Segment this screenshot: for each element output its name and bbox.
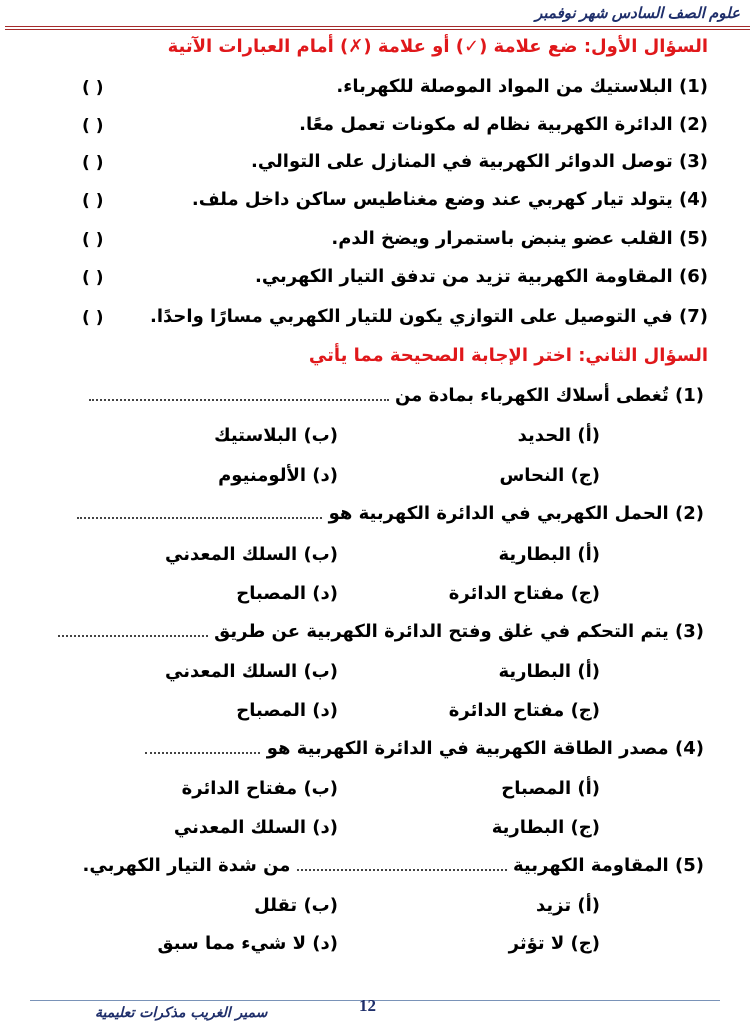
q2-num-1: (1) (675, 385, 704, 406)
q2-text-2: الحمل الكهربي في الدائرة الكهربية هو (328, 503, 669, 524)
page-header-title: علوم الصف السادس شهر نوفمبر (535, 5, 740, 22)
q1-answer-box-3[interactable]: ( ) (82, 153, 104, 173)
q1-statement-5 (42, 228, 708, 264)
q1-title (168, 36, 708, 57)
q2-4-option-b[interactable]: (ب) مفتاح الدائرة (181, 778, 338, 799)
q2-text-5-after: من شدة التيار الكهربي. (82, 855, 291, 876)
q1-statement-7 (42, 306, 708, 342)
q2-num-2: (2) (675, 503, 704, 524)
q2-1-option-b[interactable]: (ب) البلاستيك (214, 425, 338, 446)
q1-statement-6 (42, 266, 708, 302)
q2-blank-1[interactable] (89, 385, 389, 401)
q1-answer-box-7[interactable]: ( ) (82, 308, 104, 328)
q1-num-3: (3) (679, 151, 708, 172)
q2-question-1 (89, 385, 704, 406)
q2-2-option-d[interactable]: (د) المصباح (236, 583, 338, 604)
q2-1-option-c[interactable]: (ج) النحاس (499, 465, 600, 486)
q2-1-option-a[interactable]: (أ) الحديد (517, 425, 600, 446)
q2-num-3: (3) (675, 621, 704, 642)
q2-5-option-d[interactable]: (د) لا شيء مما سبق (157, 933, 338, 954)
q2-blank-4[interactable] (145, 738, 260, 754)
q1-statement-4 (42, 189, 708, 225)
q1-text-3: توصل الدوائر الكهربية في المنازل على التوالي. (251, 151, 673, 172)
q2-5-option-b[interactable]: (ب) تقلل (254, 895, 338, 916)
q1-num-1: (1) (679, 76, 708, 97)
q2-question-3 (58, 621, 704, 642)
q2-text-5: المقاومة الكهربية (512, 855, 669, 876)
q2-5-option-c[interactable]: (ج) لا تؤثر (508, 933, 600, 954)
q1-text-7: في التوصيل على التوازي يكون للتيار الكهربي مسارًا واحدًا. (150, 306, 673, 327)
q1-title-label: السؤال الأول: (583, 36, 708, 57)
q2-num-5: (5) (675, 855, 704, 876)
page-number: 12 (359, 996, 376, 1015)
q2-3-option-c[interactable]: (ج) مفتاح الدائرة (448, 700, 600, 721)
q1-answer-box-4[interactable]: ( ) (82, 191, 104, 211)
q2-title: السؤال الثاني: اختر الإجابة الصحيحة مما يأتي (308, 345, 708, 366)
q2-5-option-a[interactable]: (أ) تزيد (535, 895, 600, 916)
q2-blank-3[interactable] (58, 621, 208, 637)
q2-4-option-d[interactable]: (د) السلك المعدني (173, 817, 338, 838)
q2-question-5 (83, 855, 704, 876)
q1-num-5: (5) (679, 228, 708, 249)
q1-text-5: القلب عضو ينبض باستمرار ويضخ الدم. (331, 228, 673, 249)
q1-num-2: (2) (679, 114, 708, 135)
q2-4-option-c[interactable]: (ج) البطارية (491, 817, 600, 838)
q1-text-4: يتولد تيار كهربي عند وضع مغناطيس ساكن داخل ملف. (191, 189, 673, 210)
q1-num-6: (6) (679, 266, 708, 287)
q1-statement-1 (42, 76, 708, 112)
header-divider (5, 26, 750, 30)
q2-question-4 (145, 738, 704, 759)
q1-text-6: المقاومة الكهربية تزيد من تدفق التيار الكهربي. (255, 266, 673, 287)
q1-statement-3 (42, 151, 708, 187)
q1-answer-box-5[interactable]: ( ) (82, 230, 104, 250)
q1-text-1: البلاستيك من المواد الموصلة للكهرباء. (336, 76, 673, 97)
q1-num-4: (4) (679, 189, 708, 210)
q2-4-option-a[interactable]: (أ) المصباح (501, 778, 600, 799)
q2-text-3: يتم التحكم في غلق وفتح الدائرة الكهربية عن طريق (214, 621, 669, 642)
q2-question-2 (77, 503, 704, 524)
q2-3-option-a[interactable]: (أ) البطارية (498, 661, 600, 682)
q2-blank-2[interactable] (77, 503, 322, 519)
q1-statement-2 (42, 114, 708, 150)
q2-blank-5[interactable] (297, 855, 507, 871)
q2-2-option-c[interactable]: (ج) مفتاح الدائرة (448, 583, 600, 604)
q1-title-instruction: ضع علامة (✓) أو علامة (✗) أمام العبارات الآتية (167, 36, 578, 57)
q1-num-7: (7) (679, 306, 708, 327)
q2-2-option-a[interactable]: (أ) البطارية (498, 544, 600, 565)
q1-text-2: الدائرة الكهربية نظام له مكونات تعمل معًا. (299, 114, 673, 135)
q2-1-option-d[interactable]: (د) الألومنيوم (218, 465, 338, 486)
q1-answer-box-1[interactable]: ( ) (82, 78, 104, 98)
q1-answer-box-6[interactable]: ( ) (82, 268, 104, 288)
q2-text-4: مصدر الطاقة الكهربية في الدائرة الكهربية هو (266, 738, 669, 759)
q2-num-4: (4) (675, 738, 704, 759)
q2-3-option-d[interactable]: (د) المصباح (236, 700, 338, 721)
q2-2-option-b[interactable]: (ب) السلك المعدني (165, 544, 338, 565)
q2-text-1: تُغطى أسلاك الكهرباء بمادة من (394, 385, 669, 406)
q1-answer-box-2[interactable]: ( ) (82, 116, 104, 136)
q2-3-option-b[interactable]: (ب) السلك المعدني (165, 661, 338, 682)
footer-author: سمير الغريب مذكرات تعليمية (95, 1005, 268, 1021)
